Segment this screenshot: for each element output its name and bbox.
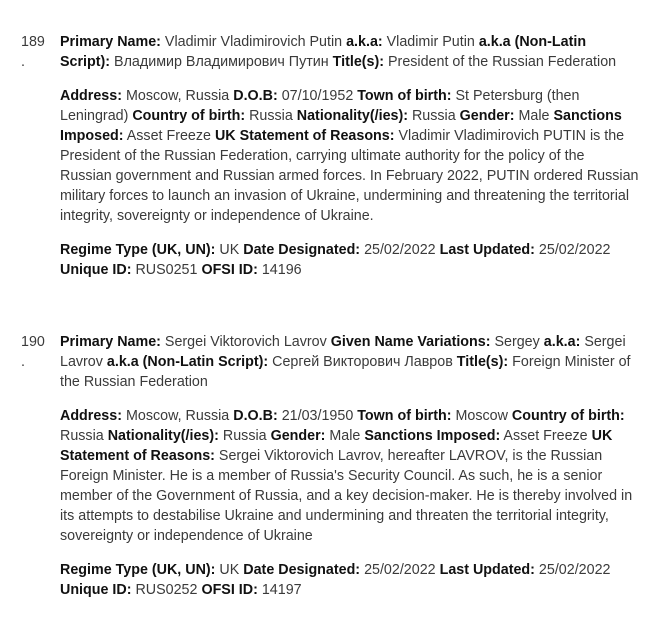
unique-id-value: RUS0251 xyxy=(135,262,198,278)
aka-value: Vladimir Putin xyxy=(386,34,475,50)
ofsi-id-value: 14196 xyxy=(261,262,302,278)
date-designated-label: Date Designated: xyxy=(243,562,361,578)
last-updated-value: 25/02/2022 xyxy=(538,242,611,258)
sanctions-value: Asset Freeze xyxy=(503,428,588,444)
entry-body xyxy=(60,32,640,294)
nationality-value: Russia xyxy=(222,428,267,444)
statement-label: UK Statement of Reasons: xyxy=(60,428,613,464)
given-name-variations-value: Sergey xyxy=(494,334,540,350)
entry-number: 189 xyxy=(21,34,45,50)
gender-value: Male xyxy=(329,428,361,444)
statement-label: UK Statement of Reasons: xyxy=(214,128,395,144)
last-updated-label: Last Updated: xyxy=(439,242,535,258)
country-of-birth-value: Russia xyxy=(60,428,104,444)
primary-name-value: Sergei Viktorovich Lavrov xyxy=(164,334,327,350)
date-designated-value: 25/02/2022 xyxy=(364,242,436,258)
titles-value: President of the Russian Federation xyxy=(388,54,617,70)
aka-label: a.k.a: xyxy=(346,34,383,50)
gender-label: Gender: xyxy=(459,108,515,124)
aka-label: a.k.a: xyxy=(543,334,581,350)
nationality-label: Nationality(/ies): xyxy=(107,428,219,444)
sanctions-label: Sanctions Imposed: xyxy=(60,108,622,144)
nationality-label: Nationality(/ies): xyxy=(296,108,408,124)
unique-id-label: Unique ID: xyxy=(60,262,132,278)
date-designated-label: Date Designated: xyxy=(243,242,361,258)
ofsi-id-value: 14197 xyxy=(261,582,302,598)
town-of-birth-value: St Petersburg (then Leningrad) xyxy=(60,88,580,124)
aka-value: Sergei Lavrov xyxy=(60,334,626,370)
names-paragraph xyxy=(60,332,640,392)
last-updated-label: Last Updated: xyxy=(439,562,535,578)
town-of-birth-value: Moscow xyxy=(455,408,508,424)
regime-value: UK xyxy=(219,562,240,578)
ofsi-id-label: OFSI ID: xyxy=(201,262,258,278)
entry-body xyxy=(60,332,640,614)
aka-nonlatin-value: Владимир Владимирович Путин xyxy=(114,54,329,70)
aka-nonlatin-label: a.k.a (Non-Latin Script): xyxy=(106,354,269,370)
entry-number-dot: . xyxy=(21,54,25,70)
regime-label: Regime Type (UK, UN): xyxy=(60,242,216,258)
nationality-value: Russia xyxy=(411,108,456,124)
titles-value: Foreign Minister of the Russian Federation xyxy=(60,354,631,390)
details-paragraph xyxy=(60,406,640,546)
aka-nonlatin-label: a.k.a (Non-Latin Script): xyxy=(60,34,587,70)
titles-label: Title(s): xyxy=(456,354,509,370)
aka-nonlatin-value: Сергей Викторович Лавров xyxy=(272,354,453,370)
town-of-birth-label: Town of birth: xyxy=(357,88,452,104)
date-designated-value: 25/02/2022 xyxy=(364,562,436,578)
dob-label: D.O.B: xyxy=(233,408,278,424)
entry-number: 190 xyxy=(21,334,45,350)
names-paragraph xyxy=(60,32,640,72)
unique-id-label: Unique ID: xyxy=(60,582,132,598)
address-value: Moscow, Russia xyxy=(125,88,230,104)
entry-number-dot: . xyxy=(21,354,25,370)
statement-value: Sergei Viktorovich Lavrov, hereafter LAVROV, is the Russian Foreign Minister. He is a member of Russia's Security Council. As such, he is a senior member of the Government of Russia, and a key decision-maker. He is thereby involved in its attempts to destabilise Ukraine and undermining and threaten the territorial integrity, sovereignty or independence of Ukraine xyxy=(60,448,633,544)
statement-value: Vladimir Vladimirovich PUTIN is the President of the Russian Federation, carrying ultimate authority for the policy of the Russian government and Russian armed forces. In February 2022, PUTIN ordered Russian military forces to launch an invasion of Ukraine, undermining and threatening the territorial integrity, sovereignty or independence of Ukraine. xyxy=(60,128,639,224)
address-label: Address: xyxy=(60,408,122,424)
gender-label: Gender: xyxy=(270,428,326,444)
regime-paragraph xyxy=(60,560,640,600)
gender-value: Male xyxy=(518,108,550,124)
primary-name-label: Primary Name: xyxy=(60,334,161,350)
address-label: Address: xyxy=(60,88,122,104)
address-value: Moscow, Russia xyxy=(125,408,230,424)
sanctions-label: Sanctions Imposed: xyxy=(364,428,501,444)
ofsi-id-label: OFSI ID: xyxy=(201,582,258,598)
country-of-birth-value: Russia xyxy=(249,108,293,124)
country-of-birth-label: Country of birth: xyxy=(511,408,625,424)
sanctions-value: Asset Freeze xyxy=(126,128,211,144)
last-updated-value: 25/02/2022 xyxy=(538,562,611,578)
town-of-birth-label: Town of birth: xyxy=(357,408,452,424)
dob-value: 21/03/1950 xyxy=(281,408,354,424)
country-of-birth-label: Country of birth: xyxy=(132,108,246,124)
regime-value: UK xyxy=(219,242,240,258)
titles-label: Title(s): xyxy=(332,54,385,70)
primary-name-label: Primary Name: xyxy=(60,34,161,50)
dob-label: D.O.B: xyxy=(233,88,278,104)
given-name-variations-label: Given Name Variations: xyxy=(330,334,491,350)
details-paragraph xyxy=(60,86,640,226)
unique-id-value: RUS0252 xyxy=(135,582,198,598)
dob-value: 07/10/1952 xyxy=(281,88,354,104)
regime-label: Regime Type (UK, UN): xyxy=(60,562,216,578)
regime-paragraph xyxy=(60,240,640,280)
primary-name-value: Vladimir Vladimirovich Putin xyxy=(164,34,343,50)
